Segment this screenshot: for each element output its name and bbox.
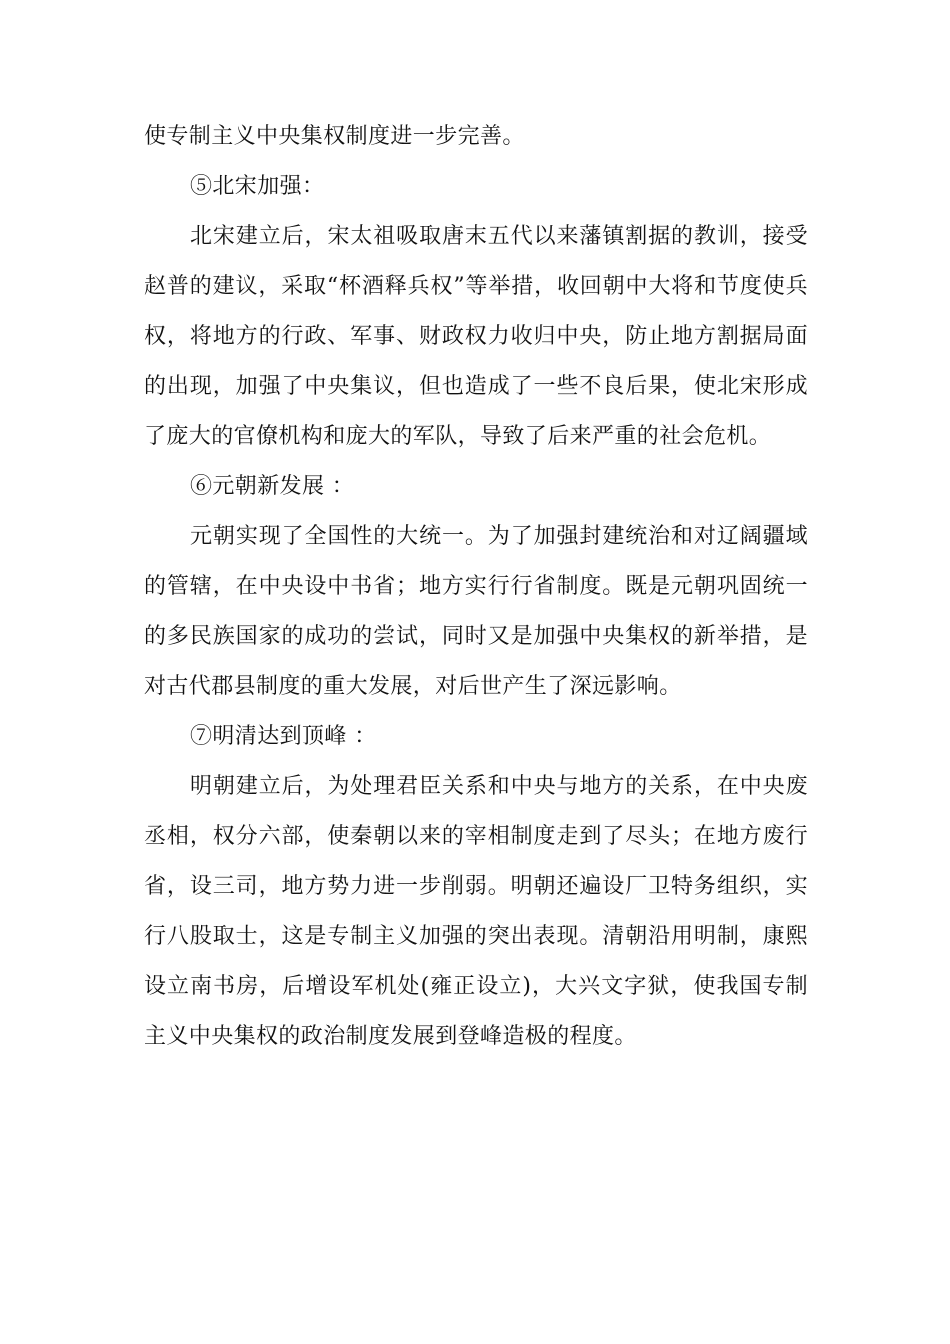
heading-northern-song: ⑤北宋加强： bbox=[190, 174, 325, 199]
paragraph-yuan-dynasty: 元朝实现了全国性的大统一。为了加强封建统治和对辽阔疆域的管辖，在中央设中书省；地方实行行省制度。既是元朝巩固统一的多民族国家的成功的尝试，同时又是加强中央集权的新举措，是对古代郡县制度的重大发展，对后世产生了深远影响。 bbox=[144, 524, 808, 699]
paragraph-ming-qing: 明朝建立后，为处理君臣关系和中央与地方的关系，在中央废丞相，权分六部，使秦朝以来的宰相制度走到了尽头；在地方废行省，设三司，地方势力进一步削弱。明朝还遍设厂卫特务组织，实行八股取士，这是专制主义加强的突出表现。清朝沿用明制，康熙设立南书房，后增设军机处(雍正设立)，大兴文字狱，使我国专制主义中央集权的政治制度发展到登峰造极的程度。 bbox=[144, 774, 808, 1049]
heading-ming-qing: ⑦明清达到顶峰 ： bbox=[190, 724, 377, 749]
paragraph-continuation: 使专制主义中央集权制度进一步完善。 bbox=[144, 124, 525, 149]
document-body bbox=[144, 112, 808, 1062]
heading-yuan-dynasty: ⑥元朝新发展 ： bbox=[190, 474, 355, 499]
paragraph-northern-song: 北宋建立后，宋太祖吸取唐末五代以来藩镇割据的教训，接受赵普的建议，采取“杯酒释兵权”等举措，收回朝中大将和节度使兵权，将地方的行政、军事、财政权力收归中央，防止地方割据局面的出现，加强了中央集议，但也造成了一些不良后果，使北宋形成了庞大的官僚机构和庞大的军队，导致了后来严重的社会危机。 bbox=[144, 224, 808, 449]
